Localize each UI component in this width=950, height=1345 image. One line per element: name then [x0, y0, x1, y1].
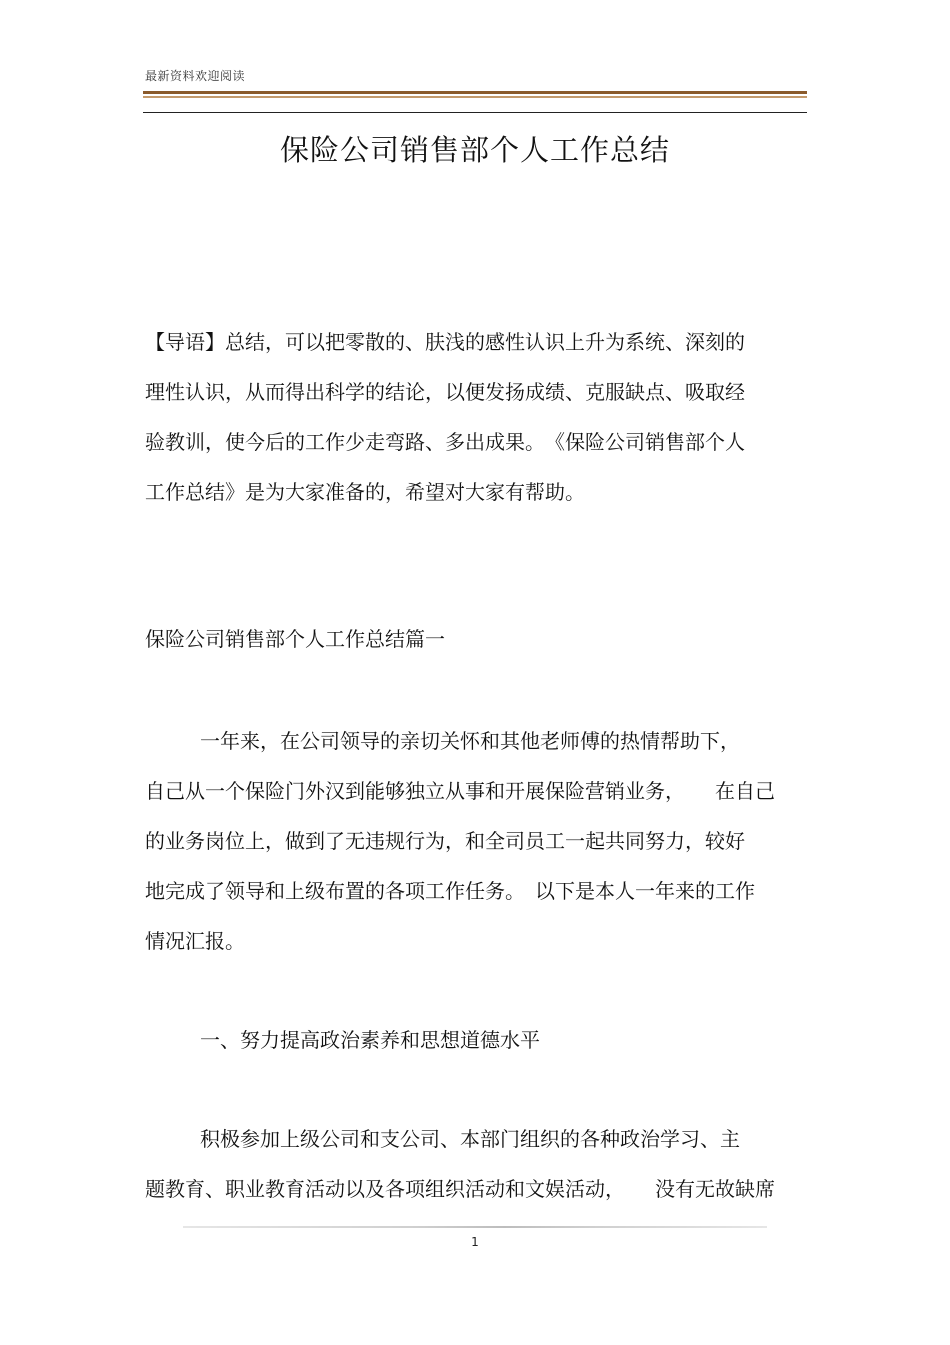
body-line: 的业务岗位上，做到了无违规行为，和全司员工一起共同努力，较好 [145, 829, 745, 853]
body-line: 情况汇报。 [145, 929, 245, 953]
subheading-paragraph [145, 1015, 805, 1065]
body-line: 积极参加上级公司和支公司、本部门组织的各种政治学习、主 [200, 1127, 740, 1151]
body-line: 自己从一个保险门外汉到能够独立从事和开展保险营销业务， 在自己 [145, 779, 775, 803]
header-rule-thin [143, 112, 807, 113]
header-rule-thick [143, 91, 807, 94]
intro-line: 理性认识，从而得出科学的结论，以便发扬成绩、克服缺点、吸取经 [145, 380, 745, 404]
section-heading: 保险公司销售部个人工作总结篇一 [145, 627, 445, 651]
body-line: 题教育、职业教育活动以及各项组织活动和文娱活动， 没有无故缺席 [145, 1177, 775, 1201]
header-rule-mid [143, 96, 807, 98]
body-paragraph-2 [145, 1114, 805, 1214]
page-number: 1 [471, 1235, 479, 1249]
intro-line: 工作总结》是为大家准备的，希望对大家有帮助。 [145, 480, 585, 504]
subheading: 一、努力提高政治素养和思想道德水平 [200, 1028, 540, 1052]
intro-line: 【导语】总结，可以把零散的、肤浅的感性认识上升为系统、深刻的 [145, 330, 745, 354]
document-title: 保险公司销售部个人工作总结 [279, 133, 670, 167]
intro-paragraph [145, 317, 805, 517]
intro-line: 验教训，使今后的工作少走弯路、多出成果。 《保险公司销售部个人 [145, 430, 745, 454]
body-paragraph-1 [145, 716, 805, 966]
body-line: 地完成了领导和上级布置的各项工作任务。 以下是本人一年来的工作 [145, 879, 755, 903]
body-line: 一年来，在公司领导的亲切关怀和其他老师傅的热情帮助下， [200, 729, 740, 753]
section-heading-paragraph [145, 614, 805, 664]
footer-rule [183, 1226, 767, 1228]
header-text: 最新资料欢迎阅读 [145, 69, 246, 83]
